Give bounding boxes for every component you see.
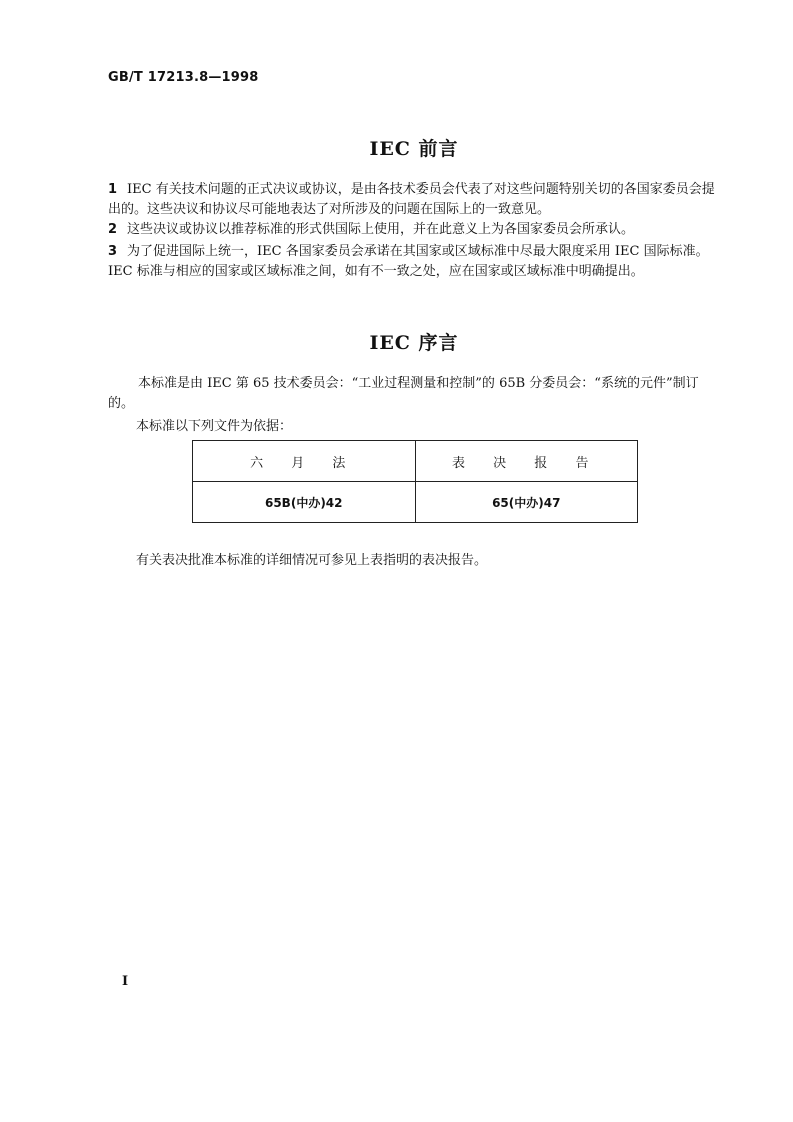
voting-documents-table	[192, 440, 638, 523]
table-row	[193, 482, 638, 523]
table-cell-six-months-doc: 65B(中办)42	[193, 482, 416, 523]
page-number: I	[122, 974, 129, 989]
table-header-row	[193, 441, 638, 482]
table-header-six-months-rule: 六 月 法	[193, 441, 416, 482]
foreword-item-text: 为了促进国际上统一，IEC 各国家委员会承诺在其国家或区域标准中尽最大限度采用 IEC 国际标准。IEC 标准与相应的国家或区域标准之间，如有不一致之处，应在国家或区域标准中明确提出。	[108, 244, 709, 279]
preface-note: 有关表决批准本标准的详细情况可参见上表指明的表决报告。	[136, 553, 488, 568]
foreword-item-3	[108, 242, 720, 282]
preface-basis: 本标准以下列文件为依据：	[136, 419, 293, 434]
standard-code: GB/T 17213.8—1998	[108, 70, 259, 85]
table-header-voting-report: 表 决 报 告	[415, 441, 638, 482]
preface-title: IEC 序言	[369, 332, 459, 354]
foreword-item-text: IEC 有关技术问题的正式决议或协议，是由各技术委员会代表了对这些问题特别关切的各国家委员会提出的。这些决议和协议尽可能地表达了对所涉及的问题在国际上的一致意见。	[108, 182, 715, 217]
foreword-item-number: 2	[108, 222, 118, 237]
foreword-item-text: 这些决议或协议以推荐标准的形式供国际上使用，并在此意义上为各国家委员会所承认。	[127, 222, 635, 237]
foreword-item-2	[108, 220, 720, 240]
foreword-item-1	[108, 180, 720, 220]
table-cell-voting-report-doc: 65(中办)47	[415, 482, 638, 523]
foreword-item-number: 1	[108, 182, 118, 197]
foreword-item-number: 3	[108, 244, 118, 259]
foreword-title: IEC 前言	[369, 138, 459, 160]
preface-intro: 本标准是由 IEC 第 65 技术委员会：“工业过程测量和控制”的 65B 分委员会：“系统的元件”制订的。	[108, 376, 699, 411]
